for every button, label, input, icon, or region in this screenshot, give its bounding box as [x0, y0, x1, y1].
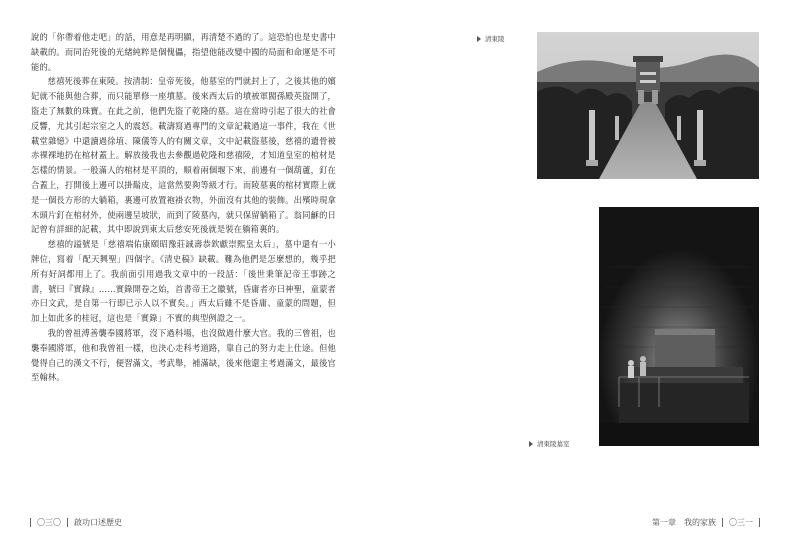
book-title: 啟功口述歷史	[74, 518, 122, 527]
footer-divider	[722, 518, 723, 527]
footer-left	[30, 517, 122, 528]
photo-caption-2	[529, 439, 570, 448]
footer-divider	[67, 518, 68, 527]
tomb-chamber-photo	[599, 207, 759, 446]
photo-caption-1	[477, 34, 505, 43]
caption-text: 清東陵墓室	[537, 440, 570, 448]
footer-divider	[30, 518, 31, 527]
page-number-right: 〇三一	[729, 518, 753, 527]
paragraph-4: 我的曾祖溥善襲奉國將軍，沒下過科場，也沒做過什麼大官。我的三曾祖，也襲奉國將軍，他和我曾祖一樣，也決心走科考道路，靠自己的努力走上仕途。但他覺得自己的漢文不行，便習滿文，考武舉，補滿缺，後來他還主考過滿文，最後官至翰林。	[31, 327, 336, 383]
caption-text: 清東陵	[485, 35, 505, 43]
caption-marker-icon	[477, 36, 481, 42]
paragraph-1: 說的「你帶着他走吧」的話，用意是再明顯，再清楚不過的了。這恐怕也是史書中缺載的。而同治死後的光緒純粹是個傀儡，指望他能改變中國的局面和命運是不可能的。	[31, 32, 336, 72]
footer-right	[652, 517, 760, 528]
caption-marker-icon	[529, 441, 533, 447]
page-number-left: 〇三〇	[37, 518, 61, 527]
footer-divider	[759, 518, 760, 527]
body-text	[31, 30, 336, 385]
right-page	[395, 0, 790, 534]
paragraph-2: 慈禧死後葬在東陵。按清制：皇帝死後，他墓室的門就封上了，之後其他的嬪妃就不能與他合葬，而只能單修一座墳墓。後來西太后的墳被軍閥孫殿英盜開了，盜走了無數的珠寶。在此之前，他們先盜了乾隆的墓。這在當時引起了很大的社會反響，尤其引起宗室之人的震怒。載濤寫過專門的文章記載過這一事件，我在《世載堂雜憶》中還讀過徐埴、陳儀等人的有關文章，文中記載盜墓後，慈禧的遺骨被赤裸裸地扔在棺材蓋上。解放後我也去參觀過乾隆和慈禧陵，才知道皇室的棺材是怎樣的情景。一般滿人的棺材是平頂的，順着兩個堰下來，前邊有一個葫蘆，釘在合蓋上，打開後上邊可以掛鬍皮，這當然要夠等級才行。而陵墓裏的棺材實際上就是一個長方形的大躺箱，裏邊可放置袍褂衣物，外面沒有其他的裝飾。出殯時現拿木頭片釘在棺材外，使兩邊呈坡狀，而到了陵墓內，就只保留躺箱了。翁同龢的日記曾有詳細的記載，其中即說到東太后慈安死後就是裝在躺箱裏的。	[31, 76, 336, 235]
paragraph-3: 慈禧的謚號是「慈禧端佑康頤昭豫莊誠壽恭欽獻崇熙皇太后」，墓中還有一小牌位，寫着「配天興聖」四個字。《清史稿》缺載。難為他們是怎麼想的，幾乎把所有好詞都用上了。我前面引用過我文章中的一段話：「後世秉筆記帝王事跡之書，號曰『實錄』……實錄開卷之始，首書帝王之徽號，昏庸者亦曰神聖，童蒙者亦曰文武，是自第一行即已示人以不實矣。」西太后雖不是昏庸、童蒙的問題，但加上如此多的桂冠，這也是「實錄」不實的典型例證之一。	[31, 239, 336, 324]
chapter-title: 第一章 我的家族	[652, 518, 716, 527]
tomb-avenue-photo	[537, 32, 759, 179]
